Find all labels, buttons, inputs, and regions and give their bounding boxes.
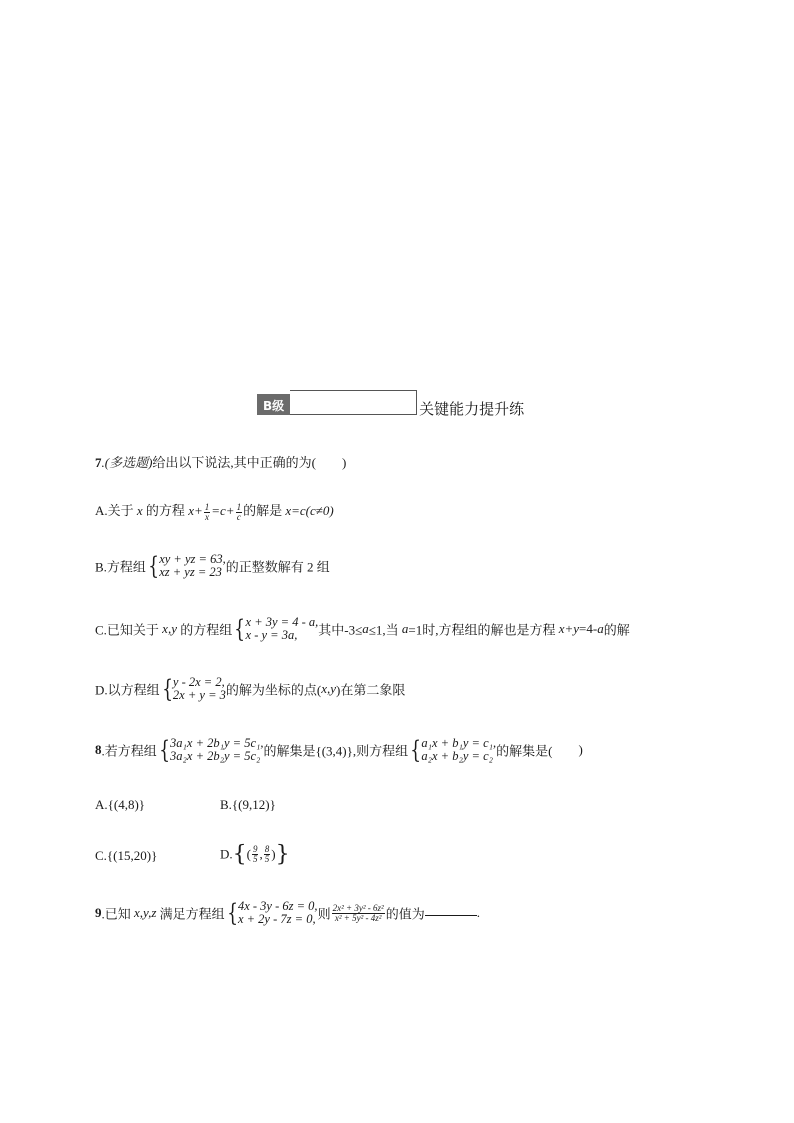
q7-option-b: B.方程组 { xy + yz = 63, xz + yz = 23 的正整数解有 2 组 (95, 552, 330, 580)
equation-system: { xy + yz = 63, xz + yz = 23 (148, 552, 226, 580)
fraction-1-over-c: $\frac{1}{c}$ (236, 501, 242, 522)
q7-close: ) (342, 455, 347, 470)
equation-system: { a₁x + b₁y = c₁, a₂x + b₂y = c₂ (410, 736, 497, 764)
section-title-box (290, 390, 417, 415)
q8-option-d: D.{( $\frac{9}{5}$ , $\frac{8}{5}$ )} (220, 842, 290, 867)
q7-option-c: C.已知关于 x,y 的方程组 { x + 3y = 4 - a, x - y = 3a, 其中-3≤a≤1,当 a=1时,方程组的解也是方程 x+y=4-a的解 (95, 615, 630, 643)
fraction-1-over-x: $\frac{1}{x}$ (204, 501, 210, 522)
q9-stem: 9.已知 x,y,z 满足方程组 { 4x - 3y - 6z = 0, x + 2y - 7z = 0, 则 $\frac{\text{2x² + 3y² - 6z²}}{\text{x² + 5y² - 4z²}}$ 的值为 . (95, 899, 481, 927)
section-header (257, 390, 525, 418)
q7-stem-text: 给出以下说法,其中正确的为( (152, 455, 317, 470)
q7-tag: .(多选题) (101, 455, 153, 470)
q8-option-a: A.{(4,8)} (95, 797, 146, 812)
section-badge: B级 (257, 394, 290, 415)
q8-stem: 8.若方程组 { 3a₁x + 2b₁y = 5c₁, 3a₂x + 2b₂y = 5c₂ 的解集是{(3,4)},则方程组 { a₁x + b₁y = c₁, a₂x + b₂y = c₂ 的解集是( ) (95, 736, 583, 764)
equation-system: { 3a₁x + 2b₁y = 5c₁, 3a₂x + 2b₂y = 5c₂ (159, 736, 264, 764)
q7-stem (95, 452, 346, 471)
q8-option-b: B.{(9,12)} (220, 797, 276, 812)
q7-option-a: A.关于 x 的方程 x+ $\frac{1}{x}$ =c+ $\frac{1}{c}$ 的解是 x=c(c≠0) (95, 501, 334, 522)
equation-system: { 4x - 3y - 6z = 0, x + 2y - 7z = 0, (226, 899, 318, 927)
q7-number: 7 (95, 455, 102, 470)
q7-option-d: D.以方程组 { y - 2x = 2, 2x + y = 3 的解为坐标的点(x,y)在第二象限 (95, 675, 406, 703)
section-title: 关键能力提升练 (419, 400, 525, 418)
q8-option-c: C.{(15,20)} (95, 848, 158, 863)
equation-system: { y - 2x = 2, 2x + y = 3 (161, 675, 226, 703)
equation-system: { x + 3y = 4 - a, x - y = 3a, (234, 615, 319, 643)
answer-blank[interactable] (425, 903, 477, 916)
expression-fraction: $\frac{\text{2x² + 3y² - 6z²}}{\text{x² + 5y² - 4z²}}$ (332, 902, 384, 923)
